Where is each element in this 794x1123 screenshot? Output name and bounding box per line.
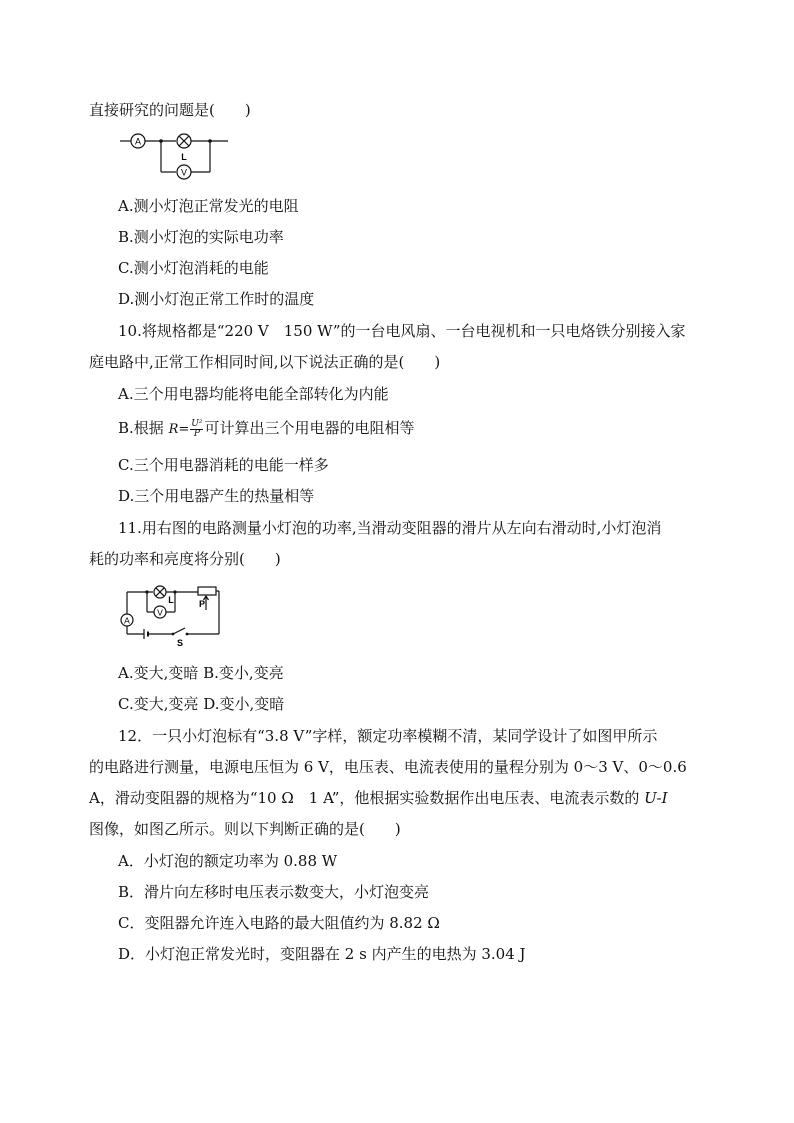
q12-stem-line3 <box>89 788 668 808</box>
q10-option-b <box>118 418 414 440</box>
q11-options-row1: A.变大,变暗 B.变小,变亮 <box>118 664 284 682</box>
q10-option-b-suffix: 可计算出三个用电器的电阻相等 <box>204 419 415 437</box>
q11-stem-line2: 耗的功率和亮度将分别( ) <box>89 550 281 568</box>
q9-option-b: B.测小灯泡的实际电功率 <box>118 228 284 246</box>
q11-stem-line1: 11.用右图的电路测量小灯泡的功率,当滑动变阻器的滑片从左向右滑动时,小灯泡消 <box>118 519 662 537</box>
q10-option-a: A.三个用电器均能将电能全部转化为内能 <box>118 385 389 403</box>
q12-stem-line2: 的电路进行测量，电源电压恒为 6 V，电压表、电流表使用的量程分别为 0～3 V、0～0.6 <box>89 758 687 776</box>
q11-voltmeter-label: V <box>157 607 163 618</box>
q10-option-b-prefix: B.根据 <box>118 419 169 437</box>
q12-option-b: B．滑片向左移时电压表示数变大，小灯泡变亮 <box>118 883 430 901</box>
q11-circuit-diagram <box>118 582 223 648</box>
q10-formula-lhs: R= <box>168 422 190 437</box>
q12-stem-line4: 图像，如图乙所示。则以下判断正确的是( ) <box>89 820 401 838</box>
q10-formula-numerator: U² <box>191 418 203 429</box>
q10-stem-line2: 庭电路中,正常工作相同时间,以下说法正确的是( ) <box>89 353 441 371</box>
q10-option-c: C.三个用电器消耗的电能一样多 <box>118 456 329 474</box>
q10-option-d: D.三个用电器产生的热量相等 <box>118 487 315 505</box>
q9-ammeter-label: A <box>134 136 142 147</box>
q12-option-d: D．小灯泡正常发光时，变阻器在 2 s 内产生的电热为 3.04 J <box>118 945 526 963</box>
q11-switch-label: S <box>176 638 184 648</box>
q11-ammeter-label: A <box>124 615 130 626</box>
q9-option-a: A.测小灯泡正常发光的电阻 <box>118 197 299 215</box>
q9-circuit-diagram <box>118 128 233 186</box>
q9-stem-tail: 直接研究的问题是( ) <box>89 101 251 119</box>
q11-slider-label: P <box>198 599 206 609</box>
q12-option-a: A．小灯泡的额定功率为 0.88 W <box>118 852 338 870</box>
q9-option-d: D.测小灯泡正常工作时的温度 <box>118 290 315 308</box>
q9-lamp-label: L <box>181 152 187 162</box>
q12-option-c: C．变阻器允许连入电路的最大阻值约为 8.82 Ω <box>118 914 440 932</box>
q10-formula-denominator: P <box>193 428 200 439</box>
q12-stem-line3-text: A，滑动变阻器的规格为“10 Ω 1 A”，他根据实验数据作出电压表、电流表示数的 <box>89 789 645 807</box>
q10-formula-fraction <box>190 420 203 439</box>
q10-stem-line1: 10.将规格都是“220 V 150 W”的一台电风扇、一台电视机和一只电烙铁分别接入家 <box>118 322 686 340</box>
q9-option-c: C.测小灯泡消耗的电能 <box>118 259 269 277</box>
q11-lamp-label: L <box>168 595 174 605</box>
q11-options-row2: C.变大,变亮 D.变小,变暗 <box>118 695 285 713</box>
q9-voltmeter-label: V <box>180 167 188 178</box>
q12-ui-symbol: U-I <box>644 789 668 807</box>
q12-stem-line1: 12．一只小灯泡标有“3.8 V”字样，额定功率模糊不清，某同学设计了如图甲所示 <box>118 727 658 745</box>
